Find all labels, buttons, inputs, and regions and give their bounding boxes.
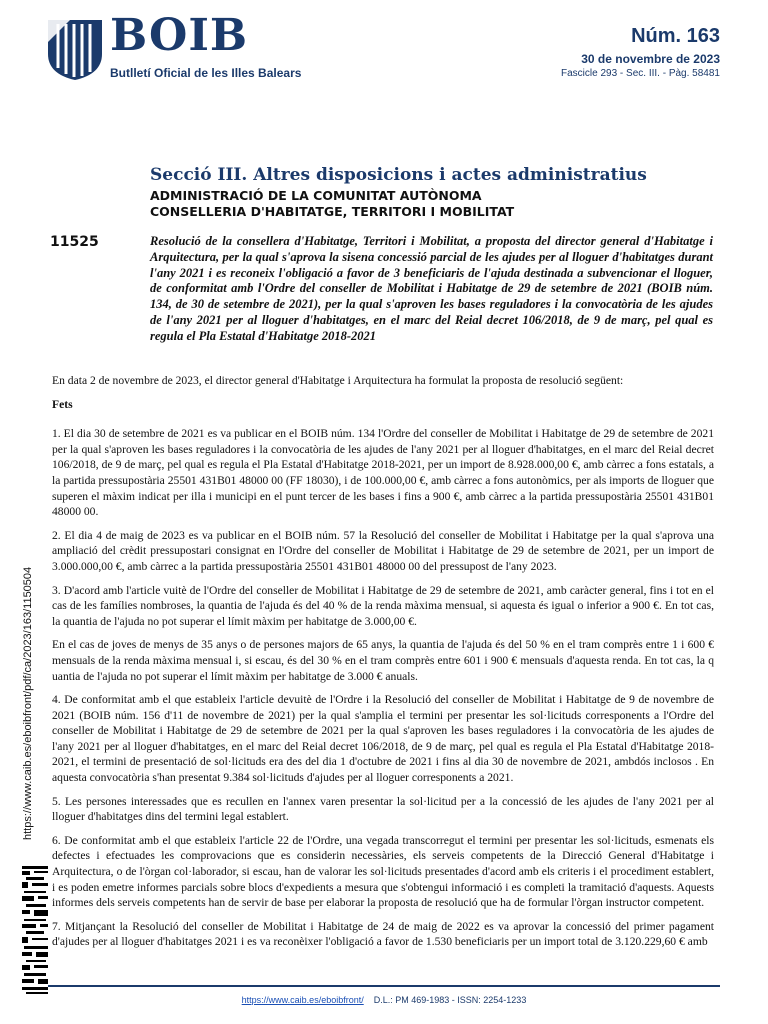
footer-rule xyxy=(48,985,720,987)
section-title: Secció III. Altres disposicions i actes administratius xyxy=(150,165,647,185)
paragraph-5: 5. Les persones interessades que es recullen en l'annex varen presentar la sol·licitud per a la concessió de les ajudes de l'any 2021 per al lloguer d'habitatges dins del termini legal establert. xyxy=(52,794,714,824)
verification-code-icon xyxy=(22,866,48,994)
section-line-administration: ADMINISTRACIÓ DE LA COMUNITAT AUTÒNOMA xyxy=(150,188,482,203)
resolution-title: Resolució de la consellera d'Habitatge, Territori i Mobilitat, a proposta del director general d'Habitatge i Arquitectura, per la qual s'aprova la sisena concessió parcial de les ajudes per al lloguer d'habitatges durant l'any 2021 i es reconeix l'obligació a favor de 3 beneficiaris de l'ajuda destinada a subvencionar el lloguer, de conformitat amb l'Ordre del conseller de Mobilitat i Habitatge de 29 de setembre de 2021 (BOIB núm. 134, de 30 de setembre de 2021), per la qual s'aproven les bases reguladores i la convocatòria de les ajudes de l'any 2021 per al lloguer d'habitatges, en el marc del Reial decret 106/2018, de 9 de març, pel qual es regula el Pla Estatal d'Habitatge 2018-2021 xyxy=(150,234,713,343)
boib-emblem-icon xyxy=(44,16,106,82)
paragraph-6: 6. De conformitat amb el que estableix l'article 22 de l'Ordre, una vegada transcorregut el termini per presentar les sol·licituds, esmenats els defectes i efectuades les comprovacions que es considerin necessàries, els serveis competents de la Direcció General d'Habitatge i Arquitectura, o de l'òrgan col·laborador, si escau, han de valorar les sol·licituds presentades d'acord amb els criteris i el procediment establert, i es poden emetre informes parcials sobre blocs d'expedients a mesura que s'obtengui informació i es completi la tramitació d'aquests. Aquests informes dels serveis competents han de servir de base per elaborar la proposta de resolució que ha de formular l'òrgan instructor competent. xyxy=(52,833,714,910)
document-body xyxy=(52,373,714,958)
issue-fascicle: Fascicle 293 - Sec. III. - Pàg. 58481 xyxy=(561,68,720,79)
page-header xyxy=(0,0,768,100)
boib-logo-text: BOIB xyxy=(110,10,249,61)
footer-link[interactable]: https://www.caib.es/eboibfront/ xyxy=(241,995,364,1005)
page-footer xyxy=(0,995,768,1005)
section-heading xyxy=(150,165,720,220)
paragraph-4: 4. De conformitat amb el que estableix l'article devuitè de l'Ordre i la Resolució del conseller de Mobilitat i Habitatge de 9 de novembre de 2021 (BOIB núm. 156 d'11 de novembre de 2021) per la qual s'amplia el termini per presentar les sol·licituds corresponents a l'Ordre del conseller de Mobilitat i Habitatge de 29 de setembre de 2021 per la qual s'aproven les bases reguladores i la convocatòria de les ajudes de l'any 2021 per al lloguer d'habitatges, en el marc del Reial decret 106/2018, de 9 de març, pel qual es regula el Pla Estatal d'Habitatge 2018-2021, el termini de presentació de sol·licituds era des del dia 1 d'octubre de 2021 i fins al dia 30 de novembre de 2021, ambdós inclosos . En aquesta convocatòria s'han presentat 9.384 sol·licituds d'ajudes per al lloguer corresponents a 2021. xyxy=(52,693,714,785)
document-number: 11525 xyxy=(50,234,99,250)
paragraph-2: 2. El dia 4 de maig de 2023 es va publicar en el BOIB núm. 57 la Resolució del conseller de Mobilitat i Habitatge per la qual s'aprova una ampliació del crèdit pressupostari consignat en l'Ordre del conseller de Mobilitat i Habitatge de 29 de setembre de 2021, per un import de 3.000.000,00 €, amb càrrec a la partida pressupostària 25501 431B01 48000 00 del pressupost de l'any 2023. xyxy=(52,528,714,573)
paragraph-7: 7. Mitjançant la Resolució del conseller de Mobilitat i Habitatge de 24 de maig de 2022 es va aprovar la concessió del primer pagament d'ajudes per al lloguer d'habitatges 2021 i es va reconèixer l'obligació a favor de 1.530 beneficiaris per un import total de 3.120.229,60 € amb xyxy=(52,919,714,949)
paragraph-1: 1. El dia 30 de setembre de 2021 es va publicar en el BOIB núm. 134 l'Ordre del conseller de Mobilitat i Habitatge de 29 de setembre de 2021 per la qual s'aproven les bases reguladores i la convocatòria de les ajudes de l'any 2021 per al lloguer d'habitatges, en el marc del Reial decret 106/2018, de 9 de març, pel qual es regula el Pla Estatal d'Habitatge 2018-2021, per un import de 8.928.000,00 €, amb càrrec a fons estatals, a la partida pressupostària 25501 431B01 48000 00 (FF 18030), i de 100.000,00 €, amb càrrec a fons autonòmics, per als imports de lloguer que superen el màxim indicat per illa i municipi en el punt tercer de les bases i fins a 900 €, amb càrrec a la partida pressupostària 25501 431B01 48000 00. xyxy=(52,427,714,519)
issue-number: Núm. 163 xyxy=(631,25,720,47)
section-line-department: CONSELLERIA D'HABITATGE, TERRITORI I MOBILITAT xyxy=(150,204,515,219)
issue-date: 30 de novembre de 2023 xyxy=(581,52,720,66)
publication-subtitle: Butlletí Oficial de les Illes Balears xyxy=(110,66,302,80)
paragraph-3: 3. D'acord amb l'article vuitè de l'Ordre del conseller de Mobilitat i Habitatge de 29 de setembre de 2021, amb caràcter general, fins i tot en el cas de les famílies nombroses, la quantia de l'ajuda és del 40 % de la renda màxima mensual, si aquesta és igual o inferior a 900 €. En tot cas, la quantia de l'ajuda no pot superar el límit màxim per habitatge de 3.000,00 €. xyxy=(52,583,714,628)
issue-info xyxy=(561,26,720,79)
paragraph-3b: En el cas de joves de menys de 35 anys o de persones majors de 65 anys, la quantia de l'ajuda és del 50 % en el tram comprès entre 1 i 600 € mensuals de la renda màxima mensual i, si escau, és del 30 % en el tram comprès entre 601 i 900 € mensuals d'aquesta renda. En tot cas, la q uantia de l'ajuda no pot superar el límit màxim per habitatge de 3.000 € anuals. xyxy=(52,638,714,683)
body-intro: En data 2 de novembre de 2023, el director general d'Habitatge i Arquitectura ha formulat la proposta de resolució següent: xyxy=(52,374,624,387)
footer-legal: D.L.: PM 469-1983 - ISSN: 2254-1233 xyxy=(373,995,527,1005)
facts-heading: Fets xyxy=(52,397,73,411)
side-verification-url[interactable]: https://www.caib.es/eboibfront/pdf/ca/2023/163/1150504 xyxy=(22,566,34,840)
